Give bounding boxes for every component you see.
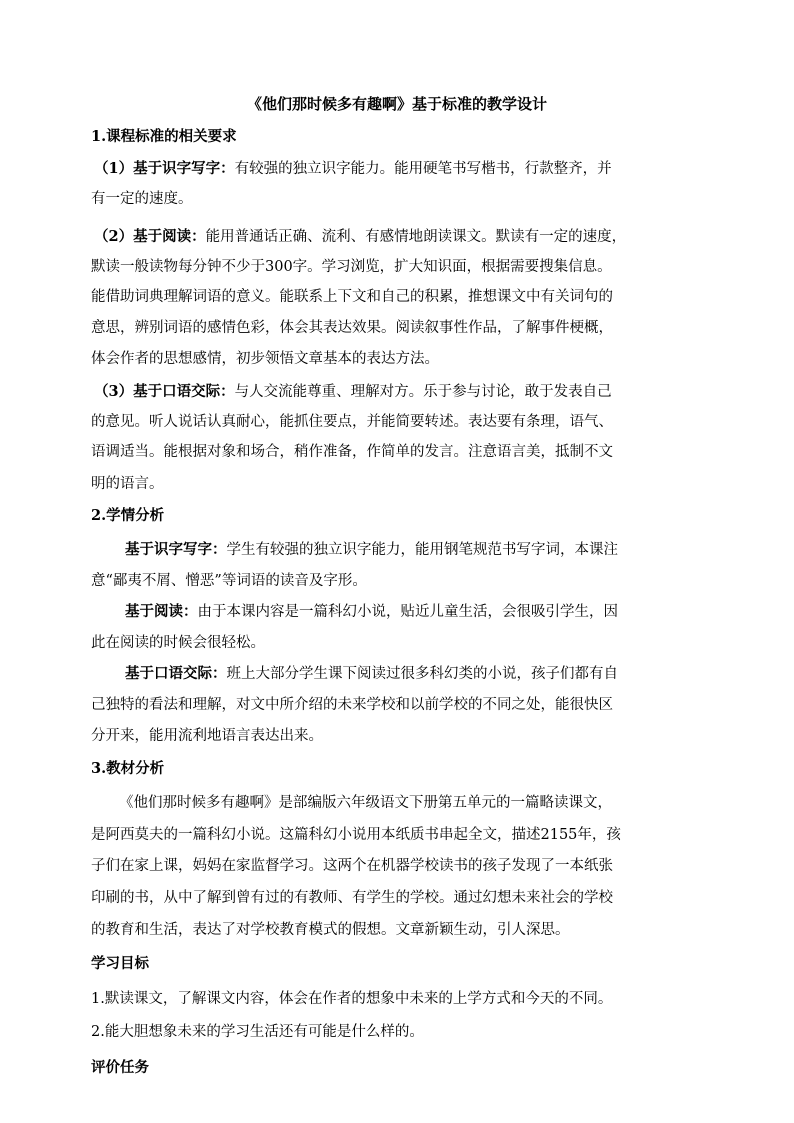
text-line: 体会作者的思想感情，初步领悟文章基本的表达方法。	[91, 351, 439, 367]
item-label: （1）基于识字写字：	[94, 160, 235, 177]
para-text: 学生有较强的独立识字能力，能用钢笔规范书写字词，本课注	[226, 542, 618, 558]
text-line: 的意见。听人说话认真耐心，能抓住要点，并能简要转述。表达要有条理，语气、	[91, 414, 613, 430]
text-line: 意思，辨别词语的感情色彩，体会其表达效果。阅读叙事性作品，了解事件梗概，	[91, 320, 613, 336]
item-text: 与人交流能尊重、理解对方。乐于参与讨论，敢于发表自己	[234, 384, 612, 400]
text-line: 此在阅读的时候会很轻松。	[91, 635, 265, 651]
text-line: 子们在家上课，妈妈在家监督学习。这两个在机器学校读书的孩子发现了一本纸张	[91, 858, 613, 874]
text-line: 是阿西莫夫的一篇科幻小说。这篇科幻小说用本纸质书串起全文，描述2155年，孩	[91, 827, 621, 843]
text-line: 意“鄙夷不屑、憎恶”等词语的读音及字形。	[91, 573, 367, 589]
analysis-para-writing	[125, 539, 618, 561]
text-line: 印刷的书，从中了解到曾有过的有教师、有学生的学校。通过幻想未来社会的学校	[91, 890, 613, 906]
standards-item-speaking	[94, 381, 612, 403]
section-heading-learning-goals: 学习目标	[91, 955, 149, 972]
standards-item-writing	[94, 158, 612, 180]
text-line: 明的语言。	[91, 476, 164, 492]
item-label: （3）基于口语交际：	[94, 383, 235, 400]
para-label: 基于识字写字：	[125, 541, 227, 558]
item-label: （2）基于阅读：	[94, 228, 206, 245]
text-line: 有一定的速度。	[91, 191, 193, 207]
section-heading-learner-analysis: 2.学情分析	[91, 507, 165, 524]
goal-item: 2.能大胆想象未来的学习生活还有可能是什么样的。	[91, 1024, 424, 1040]
analysis-para-speaking	[125, 663, 618, 685]
text-line: 语调适当。能根据对象和场合，稍作准备，作简单的发言。注意语言美，抵制不文	[91, 444, 613, 460]
text-line: 能借助词典理解词语的意义。能联系上下文和自己的积累，推想课文中有关词句的	[91, 289, 613, 305]
item-text: 能用普通话正确、流利、有感情地朗读课文。默读有一定的速度，	[205, 229, 627, 245]
para-label: 基于口语交际：	[125, 665, 227, 682]
text-line: 己独特的看法和理解，对文中所介绍的未来学校和以前学校的不同之处，能很快区	[91, 697, 613, 713]
section-heading-standards: 1.课程标准的相关要求	[91, 128, 237, 145]
text-line: 《他们那时候多有趣啊》是部编版六年级语文下册第五单元的一篇略读课文，	[119, 795, 612, 811]
text-line: 的教育和生活，表达了对学校教育模式的假想。文章新颖生动，引人深思。	[91, 922, 570, 938]
standards-item-reading	[94, 226, 626, 248]
para-text: 由于本课内容是一篇科幻小说，贴近儿童生活，会很吸引学生，因	[197, 604, 618, 620]
item-text: 有较强的独立识字能力。能用硬笔书写楷书，行款整齐，并	[234, 161, 612, 177]
page-title: 《他们那时候多有趣啊》基于标准的教学设计	[246, 95, 547, 113]
goal-item: 1.默读课文，了解课文内容，体会在作者的想象中未来的上学方式和今天的不同。	[91, 991, 613, 1007]
para-label: 基于阅读：	[125, 603, 198, 620]
text-line: 分开来，能用流利地语言表达出来。	[91, 728, 323, 744]
analysis-para-reading	[125, 601, 618, 623]
section-heading-textbook-analysis: 3.教材分析	[91, 760, 165, 777]
section-heading-evaluation-tasks: 评价任务	[91, 1059, 149, 1076]
para-text: 班上大部分学生课下阅读过很多科幻类的小说，孩子们都有自	[226, 666, 618, 682]
text-line: 默读一般读物每分钟不少于300字。学习浏览，扩大知识面，根据需要搜集信息。	[91, 259, 612, 275]
